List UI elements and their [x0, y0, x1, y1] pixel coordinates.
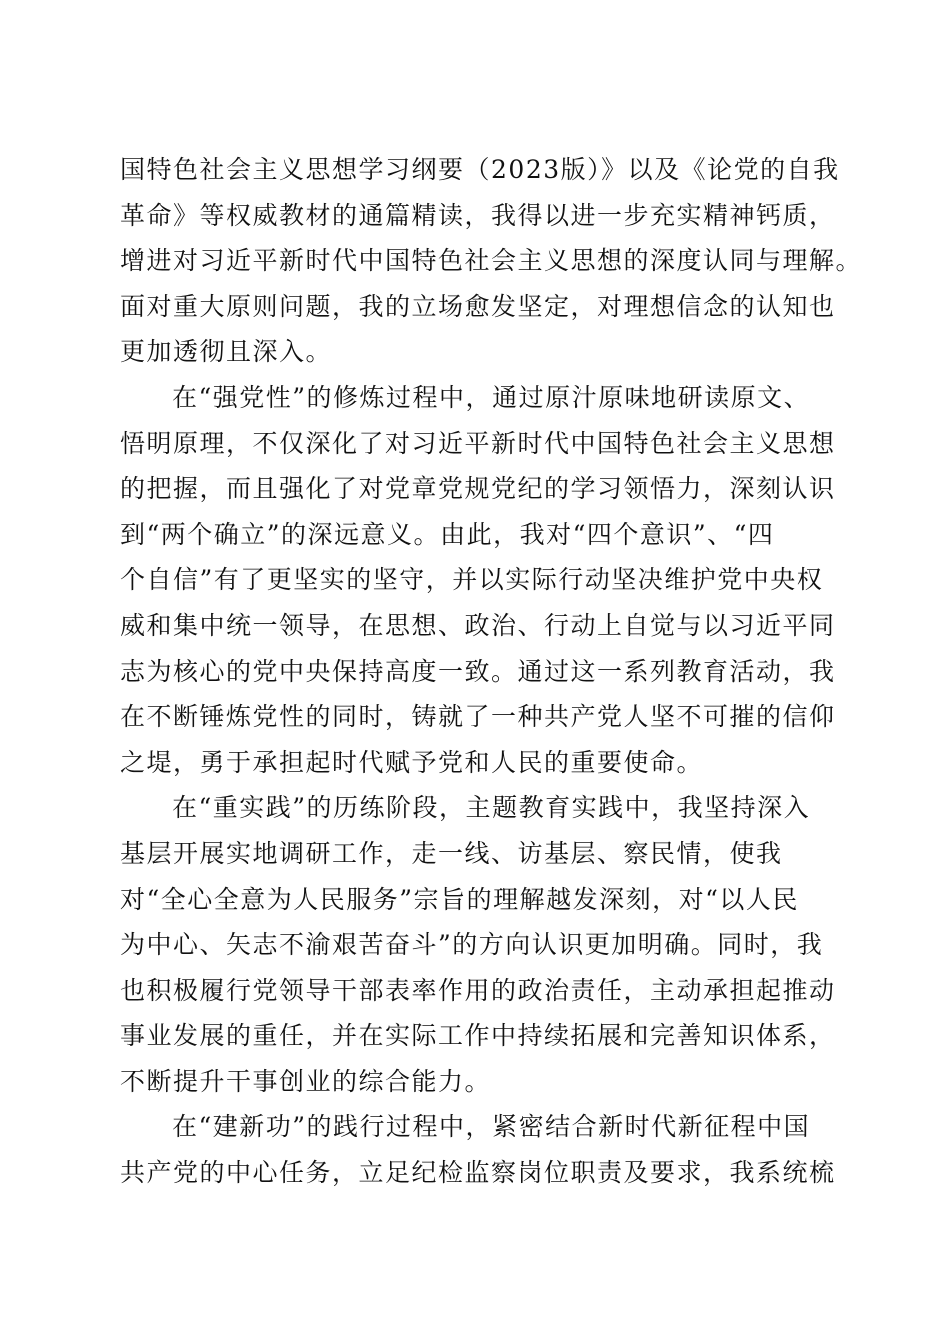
text-line: 增进对习近平新时代中国特色社会主义思想的深度认同与理解。 — [120, 246, 863, 276]
text-line: 到“两个确立”的深远意义。由此，我对“四个意识”、“四 — [120, 519, 775, 549]
text-line: 基层开展实地调研工作，走一线、访基层、察民情，使我 — [120, 838, 783, 868]
text-line: 为中心、矢志不渝艰苦奋斗”的方向认识更加明确。同时，我 — [120, 930, 824, 960]
text-line: 共产党的中心任务，立足纪检监察岗位职责及要求，我系统梳 — [120, 1158, 836, 1188]
text-line: 威和集中统一领导，在思想、政治、行动上自觉与以习近平同 — [120, 610, 836, 640]
text-line: 对“全心全意为人民服务”宗旨的理解越发深刻，对“以人民 — [120, 884, 799, 914]
text-line: 之堤，勇于承担起时代赋予党和人民的重要使命。 — [120, 747, 704, 777]
text-line: 的把握，而且强化了对党章党规党纪的学习领悟力，深刻认识 — [120, 474, 836, 504]
text-line: 事业发展的重任，并在实际工作中持续拓展和完善知识体系， — [120, 1021, 836, 1051]
text-line: 悟明原理，不仅深化了对习近平新时代中国特色社会主义思想 — [120, 428, 836, 458]
text-line: 志为核心的党中央保持高度一致。通过这一系列教育活动，我 — [120, 656, 836, 686]
text-line: 更加透彻且深入。 — [120, 337, 333, 367]
text-line: 面对重大原则问题，我的立场愈发坚定，对理想信念的认知也 — [120, 291, 836, 321]
text-line: 革命》等权威教材的通篇精读，我得以进一步充实精神钙质， — [120, 200, 836, 230]
text-line: 国特色社会主义思想学习纲要（2023版）》以及《论党的自我 — [120, 155, 840, 184]
text-line: 不断提升干事创业的综合能力。 — [120, 1066, 492, 1096]
paragraph-start-line: 在“强党性”的修炼过程中，通过原汁原味地研读原文、 — [172, 382, 811, 412]
text-line: 在不断锤炼党性的同时，铸就了一种共产党人坚不可摧的信仰 — [120, 702, 836, 732]
text-line: 也积极履行党领导干部表率作用的政治责任，主动承担起推动 — [120, 975, 836, 1005]
paragraph-start-line: 在“建新功”的践行过程中，紧密结合新时代新征程中国 — [172, 1112, 811, 1142]
paragraph-start-line: 在“重实践”的历练阶段，主题教育实践中，我坚持深入 — [172, 793, 811, 823]
text-line: 个自信”有了更坚实的坚守，并以实际行动坚决维护党中央权 — [120, 565, 824, 595]
document-body — [120, 147, 863, 1196]
